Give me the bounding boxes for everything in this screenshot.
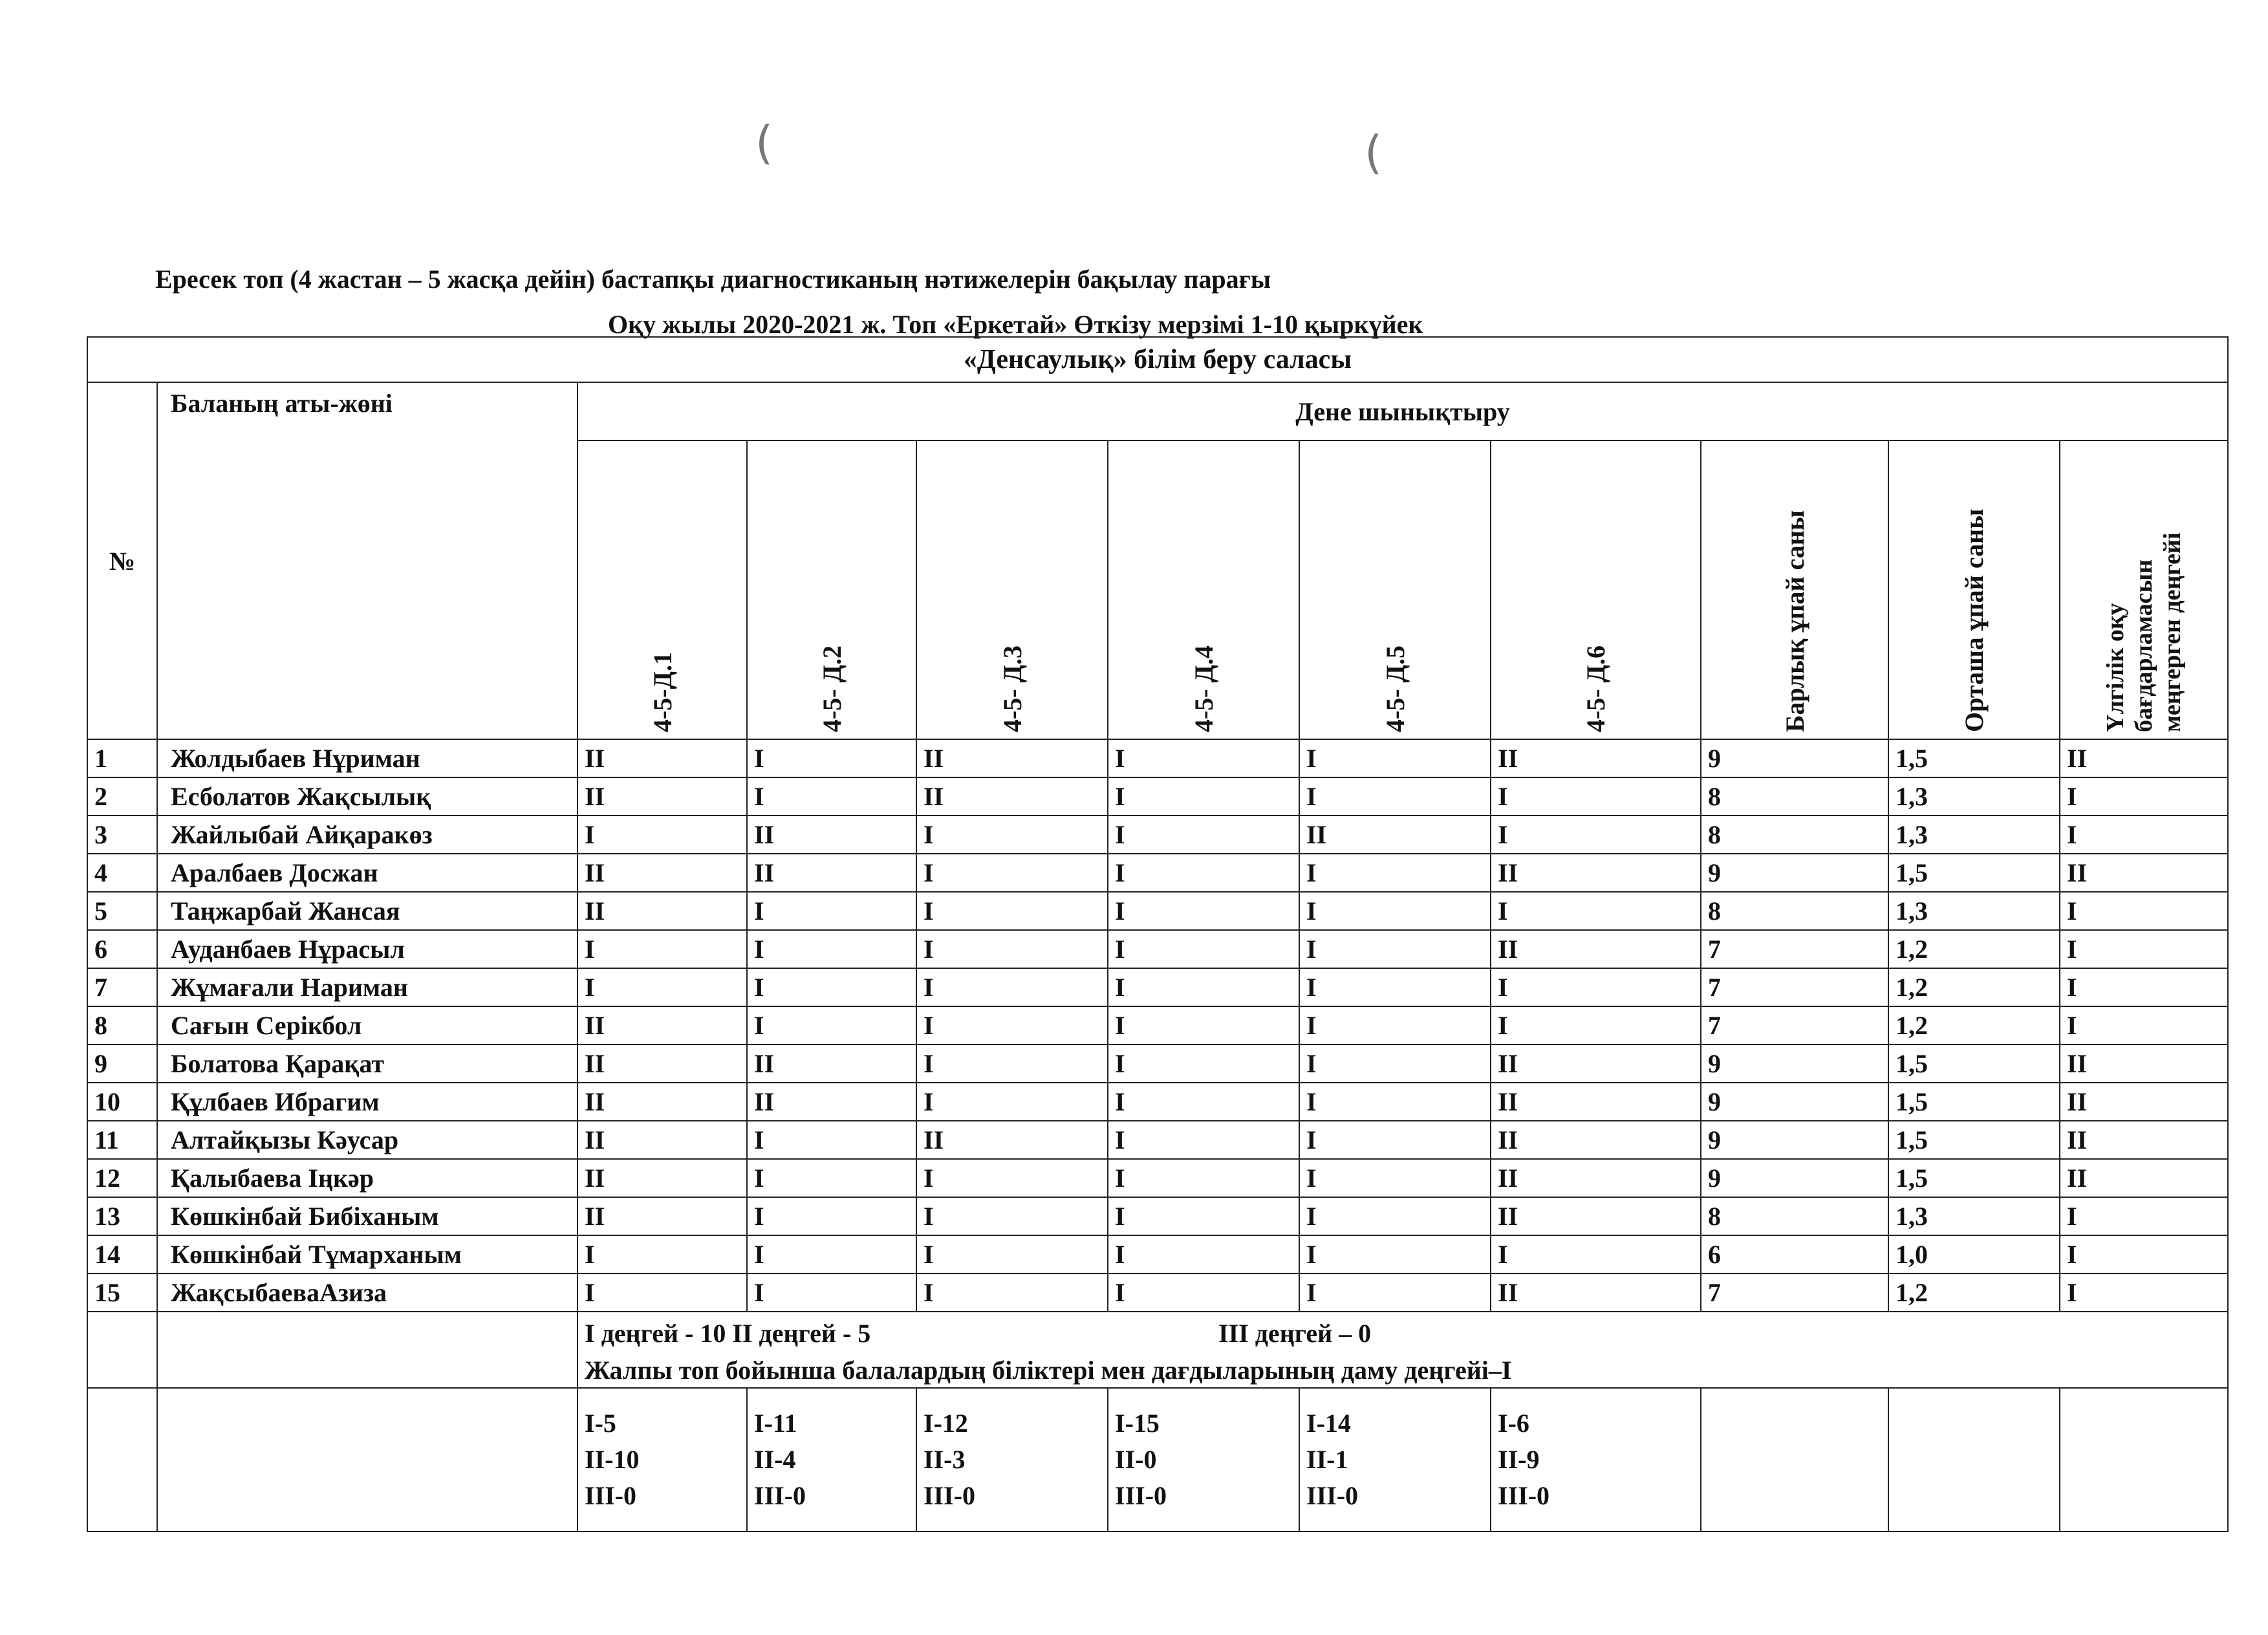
average-score: 1,0	[1888, 1235, 2060, 1273]
row-number: 8	[87, 1006, 157, 1045]
criterion-score: II	[1491, 1045, 1701, 1083]
mastery-level: I	[2060, 930, 2228, 968]
criterion-score: II	[747, 854, 916, 892]
criterion-score: II	[578, 892, 747, 930]
criterion-score: I	[916, 816, 1108, 854]
criterion-score: I	[1491, 816, 1701, 854]
criterion-score: I	[1299, 1083, 1491, 1121]
table-row	[87, 1273, 2228, 1312]
criterion-score: II	[747, 1083, 916, 1121]
overall-level: Жалпы топ бойынша балалардың біліктері мен дағдыларының даму деңгейі–I	[585, 1356, 1512, 1385]
table-row	[87, 854, 2228, 892]
criterion-score: I	[747, 1235, 916, 1273]
total-score: 8	[1701, 892, 1888, 930]
summary-cell	[578, 1312, 2228, 1388]
code-header-5: 4-5- Д.5	[1299, 440, 1491, 739]
row-number: 6	[87, 930, 157, 968]
criterion-score: I	[1108, 1083, 1299, 1121]
criterion-score: II	[578, 1197, 747, 1235]
hole-punch-mark-right: (	[1365, 126, 1383, 179]
criterion-score: II	[1491, 739, 1701, 777]
criterion-score: I	[1491, 892, 1701, 930]
criterion-score: I	[747, 892, 916, 930]
criterion-score: I	[1108, 1273, 1299, 1312]
criterion-score: II	[747, 816, 916, 854]
criterion-score: I	[1299, 777, 1491, 816]
distribution-cell-6: I-6 II-9 III-0	[1491, 1388, 1701, 1532]
levels-summary-left: I деңгей - 10 II деңгей - 5	[585, 1319, 871, 1348]
criterion-score: I	[578, 968, 747, 1006]
average-score: 1,3	[1888, 892, 2060, 930]
criterion-score: I	[1108, 777, 1299, 816]
table-row	[87, 777, 2228, 816]
criterion-score: I	[1108, 930, 1299, 968]
criterion-score: I	[1108, 1197, 1299, 1235]
criterion-score: I	[1108, 892, 1299, 930]
mastery-level: I	[2060, 816, 2228, 854]
criterion-score: II	[1491, 930, 1701, 968]
criterion-score: II	[1491, 1159, 1701, 1197]
name-header: Баланың аты-жөні	[157, 382, 578, 739]
criterion-score: II	[1491, 1083, 1701, 1121]
criterion-score: I	[916, 968, 1108, 1006]
average-score: 1,3	[1888, 816, 2060, 854]
criterion-score: I	[578, 816, 747, 854]
total-score: 7	[1701, 1273, 1888, 1312]
criterion-score: I	[1299, 1121, 1491, 1159]
table-row	[87, 1197, 2228, 1235]
child-name: Көшкінбай Тұмарханым	[157, 1235, 578, 1273]
mastery-level: I	[2060, 1006, 2228, 1045]
criterion-score: I	[747, 1197, 916, 1235]
average-score: 1,2	[1888, 1006, 2060, 1045]
child-name: Жұмағали Нариман	[157, 968, 578, 1006]
table-row	[87, 816, 2228, 854]
criterion-score: I	[747, 1159, 916, 1197]
criterion-score: I	[1108, 739, 1299, 777]
criterion-score: I	[1108, 816, 1299, 854]
total-score: 9	[1701, 1045, 1888, 1083]
criterion-score: I	[916, 1273, 1108, 1312]
row-number: 15	[87, 1273, 157, 1312]
education-area-header: «Денсаулық» білім беру саласы	[87, 337, 2228, 382]
total-score: 9	[1701, 739, 1888, 777]
row-number: 4	[87, 854, 157, 892]
average-score: 1,5	[1888, 1083, 2060, 1121]
total-score: 9	[1701, 1121, 1888, 1159]
level-header: Үлгілік оқу бағдарламасын меңгерген деңгейі	[2060, 440, 2228, 739]
row-number: 11	[87, 1121, 157, 1159]
distribution-cell-2: I-11 II-4 III-0	[747, 1388, 916, 1532]
distribution-cell-3: I-12 II-3 III-0	[916, 1388, 1108, 1532]
row-number: 9	[87, 1045, 157, 1083]
row-number: 13	[87, 1197, 157, 1235]
criterion-score: I	[1299, 1045, 1491, 1083]
mastery-level: II	[2060, 1045, 2228, 1083]
total-score: 9	[1701, 1083, 1888, 1121]
mastery-level: II	[2060, 1083, 2228, 1121]
criterion-score: II	[578, 1159, 747, 1197]
sheet-title: Ересек топ (4 жастан – 5 жасқа дейін) бастапқы диагностиканың нәтижелерін бақылау парағы	[155, 265, 1271, 294]
child-name: Құлбаев Ибрагим	[157, 1083, 578, 1121]
average-score-header: Орташа ұпай саны	[1888, 440, 2060, 739]
criterion-score: I	[1108, 1235, 1299, 1273]
criterion-score: I	[1299, 968, 1491, 1006]
table-row	[87, 968, 2228, 1006]
distribution-cell-1: I-5 II-10 III-0	[578, 1388, 747, 1532]
criterion-score: II	[1491, 854, 1701, 892]
criterion-score: I	[1299, 1159, 1491, 1197]
mastery-level: I	[2060, 1197, 2228, 1235]
row-number: 10	[87, 1083, 157, 1121]
total-score: 8	[1701, 1197, 1888, 1235]
criterion-score: II	[747, 1045, 916, 1083]
criterion-score: II	[916, 777, 1108, 816]
criterion-score: I	[916, 1159, 1108, 1197]
distribution-cell-4: I-15 II-0 III-0	[1108, 1388, 1299, 1532]
criterion-score: I	[578, 930, 747, 968]
criterion-score: I	[578, 1273, 747, 1312]
criterion-score: I	[916, 1006, 1108, 1045]
distribution-cell-5: I-14 II-1 III-0	[1299, 1388, 1491, 1532]
table-row	[87, 892, 2228, 930]
row-number: 12	[87, 1159, 157, 1197]
child-name: Есболатов Жақсылық	[157, 777, 578, 816]
number-header: №	[87, 382, 157, 739]
mastery-level: II	[2060, 1159, 2228, 1197]
criterion-score: I	[747, 777, 916, 816]
criterion-score: I	[578, 1235, 747, 1273]
total-score: 7	[1701, 968, 1888, 1006]
criterion-score: I	[916, 892, 1108, 930]
total-score: 7	[1701, 930, 1888, 968]
table-row	[87, 1045, 2228, 1083]
criterion-score: II	[1491, 1121, 1701, 1159]
row-number: 7	[87, 968, 157, 1006]
criterion-score: I	[1108, 1045, 1299, 1083]
criterion-score: I	[1108, 1121, 1299, 1159]
criterion-score: I	[916, 930, 1108, 968]
average-score: 1,2	[1888, 930, 2060, 968]
criterion-score: I	[1491, 1235, 1701, 1273]
row-number: 14	[87, 1235, 157, 1273]
code-header-3: 4-5- Д.3	[916, 440, 1108, 739]
row-number: 3	[87, 816, 157, 854]
criterion-score: II	[578, 739, 747, 777]
criterion-score: I	[916, 1083, 1108, 1121]
average-score: 1,5	[1888, 1159, 2060, 1197]
child-name: ЖақсыбаеваАзиза	[157, 1273, 578, 1312]
row-number: 5	[87, 892, 157, 930]
criterion-score: I	[916, 1197, 1108, 1235]
criterion-score: I	[747, 930, 916, 968]
code-header-2: 4-5- Д.2	[747, 440, 916, 739]
levels-summary-right: III деңгей – 0	[1218, 1319, 1372, 1348]
criterion-score: II	[578, 854, 747, 892]
criterion-score: I	[1299, 892, 1491, 930]
criterion-score: I	[1299, 1235, 1491, 1273]
criterion-score: I	[916, 854, 1108, 892]
total-score: 8	[1701, 816, 1888, 854]
mastery-level: I	[2060, 777, 2228, 816]
criterion-score: II	[578, 1045, 747, 1083]
child-name: Алтайқызы Кәусар	[157, 1121, 578, 1159]
criterion-score: I	[916, 1235, 1108, 1273]
table-row	[87, 739, 2228, 777]
table-row	[87, 1121, 2228, 1159]
table-row	[87, 1083, 2228, 1121]
child-name: Таңжарбай Жансая	[157, 892, 578, 930]
average-score: 1,3	[1888, 1197, 2060, 1235]
mastery-level: I	[2060, 892, 2228, 930]
code-header-4: 4-5- Д.4	[1108, 440, 1299, 739]
code-header-1: 4-5-Д.1	[578, 440, 747, 739]
criterion-score: I	[1299, 1273, 1491, 1312]
criterion-score: I	[747, 1121, 916, 1159]
average-score: 1,3	[1888, 777, 2060, 816]
child-name: Қалыбаева Іңкәр	[157, 1159, 578, 1197]
mastery-level: II	[2060, 854, 2228, 892]
hole-punch-mark-left: (	[755, 116, 773, 169]
average-score: 1,2	[1888, 968, 2060, 1006]
criterion-score: I	[747, 1273, 916, 1312]
mastery-level: II	[2060, 1121, 2228, 1159]
average-score: 1,5	[1888, 854, 2060, 892]
table-row	[87, 1159, 2228, 1197]
criterion-score: II	[1491, 1273, 1701, 1312]
sheet-subtitle: Оқу жылы 2020-2021 ж. Топ «Еркетай» Өткізу мерзімі 1-10 қыркүйек	[608, 310, 1423, 339]
row-number: 2	[87, 777, 157, 816]
criterion-score: I	[1299, 739, 1491, 777]
criterion-score: II	[578, 1083, 747, 1121]
table-row	[87, 930, 2228, 968]
criterion-score: I	[1108, 968, 1299, 1006]
criterion-score: II	[578, 777, 747, 816]
criterion-score: I	[747, 968, 916, 1006]
criterion-score: I	[916, 1045, 1108, 1083]
criterion-score: II	[916, 739, 1108, 777]
criterion-score: I	[1491, 968, 1701, 1006]
child-name: Көшкінбай Бибіханым	[157, 1197, 578, 1235]
mastery-level: I	[2060, 1273, 2228, 1312]
total-score-header: Барлық ұпай саны	[1701, 440, 1888, 739]
criterion-score: I	[1299, 1006, 1491, 1045]
criterion-score: I	[747, 1006, 916, 1045]
table-row	[87, 1006, 2228, 1045]
code-header-6: 4-5- Д.6	[1491, 440, 1701, 739]
average-score: 1,2	[1888, 1273, 2060, 1312]
criterion-score: I	[1108, 1006, 1299, 1045]
child-name: Жолдыбаев Нұриман	[157, 739, 578, 777]
results-table	[87, 336, 2229, 1532]
table-row	[87, 1235, 2228, 1273]
average-score: 1,5	[1888, 1045, 2060, 1083]
criterion-score: II	[578, 1006, 747, 1045]
child-name: Сағын Серікбол	[157, 1006, 578, 1045]
total-score: 6	[1701, 1235, 1888, 1273]
child-name: Болатова Қарақат	[157, 1045, 578, 1083]
mastery-level: I	[2060, 968, 2228, 1006]
average-score: 1,5	[1888, 739, 2060, 777]
mastery-level: II	[2060, 739, 2228, 777]
criterion-score: I	[1491, 777, 1701, 816]
child-name: Ауданбаев Нұрасыл	[157, 930, 578, 968]
subject-header: Дене шынықтыру	[578, 382, 2228, 440]
total-score: 7	[1701, 1006, 1888, 1045]
total-score: 9	[1701, 854, 1888, 892]
criterion-score: I	[1108, 854, 1299, 892]
mastery-level: I	[2060, 1235, 2228, 1273]
criterion-score: I	[747, 739, 916, 777]
criterion-score: II	[578, 1121, 747, 1159]
criterion-score: I	[1299, 854, 1491, 892]
child-name: Аралбаев Досжан	[157, 854, 578, 892]
total-score: 8	[1701, 777, 1888, 816]
criterion-score: II	[1299, 816, 1491, 854]
criterion-score: I	[1299, 930, 1491, 968]
child-name: Жайлыбай Айқаракөз	[157, 816, 578, 854]
criterion-score: II	[1491, 1197, 1701, 1235]
criterion-score: I	[1108, 1159, 1299, 1197]
average-score: 1,5	[1888, 1121, 2060, 1159]
criterion-score: I	[1491, 1006, 1701, 1045]
criterion-score: I	[1299, 1197, 1491, 1235]
criterion-score: II	[916, 1121, 1108, 1159]
row-number: 1	[87, 739, 157, 777]
total-score: 9	[1701, 1159, 1888, 1197]
